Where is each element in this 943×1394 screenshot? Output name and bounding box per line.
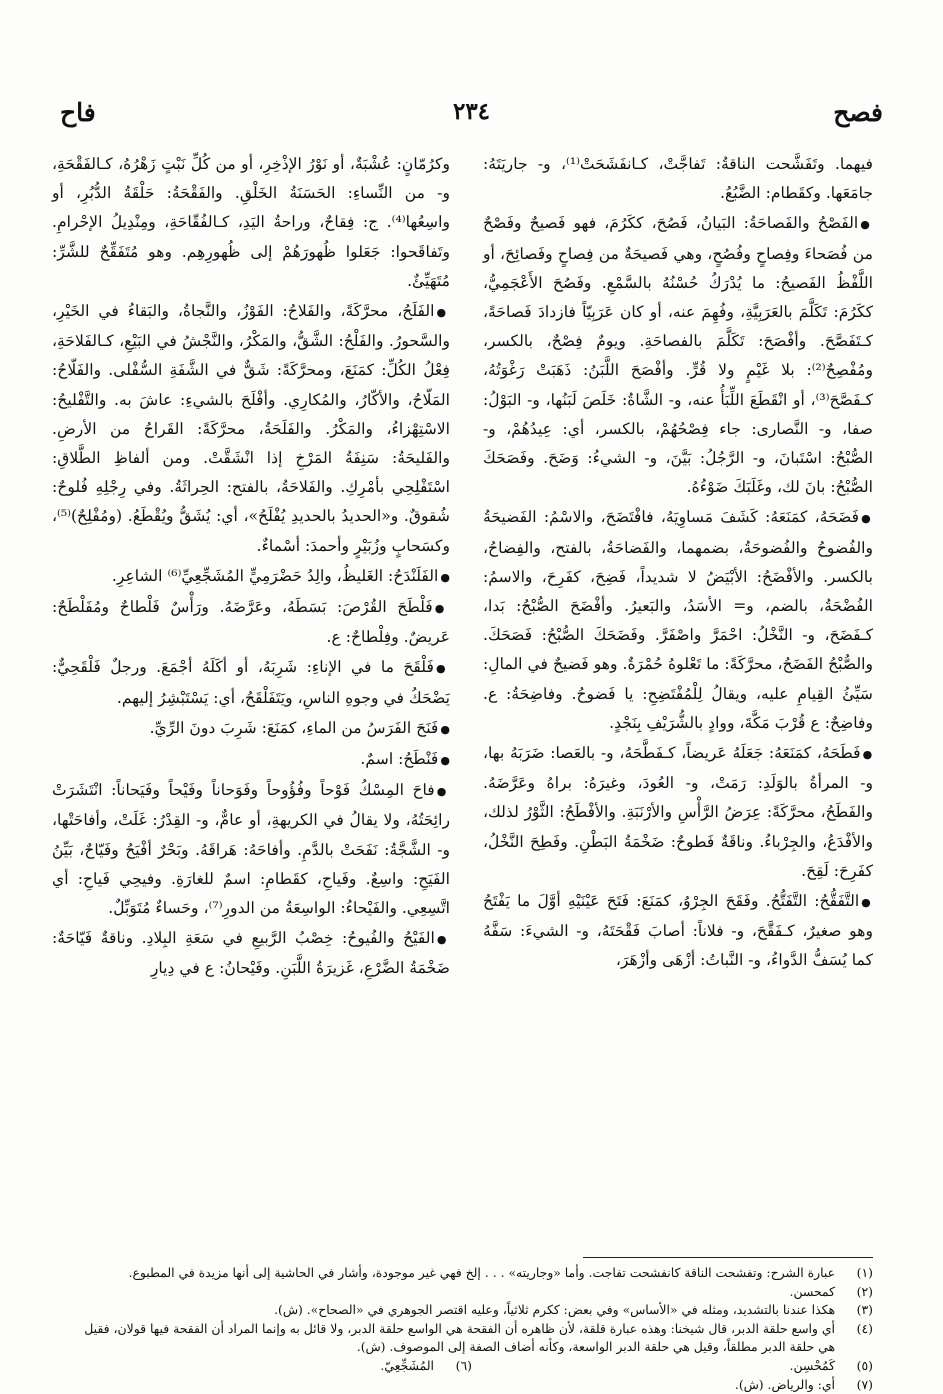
page-number: ٢٣٤	[452, 98, 491, 125]
entry-paragraph: وكرُمّانٍ: عُشْبَةٌ، أو نَوْرُ الإذْخِرِ، أو من كُلِّ نَبْتٍ زَهْرُهُ، كـالفَقْحَةِ، و- من النِّساءِ: الحَسَنَةُ الخَلْقِ. والفَقْحَةُ: حَلْقَةُ الدُّبُرِ، أو واسِعُها⁽⁴⁾. ج: فِقاحٌ، وراحةُ اليَدِ، كـالفُقّاحَةِ، ومِنْدِيلُ الإحْرامِ. وتَفاقَحوا: جَعَلوا ظُهورَهُمْ إلى ظُهورِهِم. وهو مُتَفَقِّحٌ للشَّرِّ: مُتَهَيِّئٌ.	[52, 155, 450, 290]
right-column	[483, 150, 873, 977]
footnote-text: هكذا عندنا بالتشديد، ومثله في «الأساس» وفي بعض: ككرم ثلاثياً، وعليه اقتصر الجوهري في «الصحاح». (ش).	[274, 1302, 835, 1318]
entry-paragraph: ● الفَلَنْدَحُ: الغَليظُ، والِدُ حَضْرَمِيٍّ المُشَجِّعِيِّ⁽⁶⁾ الشاعِرِ.	[52, 562, 450, 592]
header-right-keyword: فصح	[833, 98, 883, 127]
entry-paragraph: فيهما. وتَفَشَّحت الناقةُ: تَفاجَّتْ، كـانفَشَحَتْ⁽¹⁾، و- جاريَتَهُ: جامَعَها. وكقَطام: الضَّبُعُ.	[483, 155, 873, 203]
footnote	[71, 1376, 873, 1394]
footnote-text: كَمُحْسِن.	[789, 1357, 835, 1373]
footnote-number: (٧)	[856, 1376, 873, 1392]
footnote-number: (٢)	[856, 1283, 873, 1299]
footnote-text: أي: والرياض. (ش).	[734, 1376, 835, 1392]
footnote-number: (٣)	[856, 1302, 873, 1318]
footnote	[71, 1301, 873, 1320]
footnote-text: المُشَجِّعِيّ.	[380, 1357, 434, 1373]
entry-paragraph: ● فَلْطَحَ القُرْصَ: بَسَطَهُ، وعَرَّضَهُ. ورَأْسٌ فَلْطاحٌ ومُفَلْطَحٌ: عَريضٌ. وفِلْطاحٌ: ع.	[52, 593, 450, 652]
footnote	[71, 1264, 873, 1283]
footnote-text: كمحسن.	[789, 1283, 835, 1299]
entry-paragraph: ● فَضَحَهُ، كمَنَعَهُ: كَشَفَ مَساوِيَهُ، فافْتَضَحَ، والاسْمُ: الفَضيحَةُ والفُضوحُ والفُضوحَةُ، بضمهما، والفَضاحَةُ، بالفتح، والفِضاحُ، بالكسر. والأفْضَحُ: الأبْيَضُ لا شديداً، فَضِحَ، كفَرِحَ، والاسمُ: الفُضْحَةُ، بالضم، و= الأسَدُ، والبَعيرُ. وأفْضَحَ الصُّبْحُ: بَدا، كـفَضَحَ، و- النَّخْلُ: احْمَرَّ واصْفَرَّ. وفَضَحَكَ الصُّبْحُ: فَصَحَكَ. والصُّبْحُ الفَضَحُ، محرَّكَةً: ما تَعْلوهُ حُمْرَةٌ. وهو فَضيحٌ في المالِ: سَيِّئُ القِيامِ عليه، ويقالُ لِلْمُفْتَضِحِ: يا فَضوحُ. وفاضِحَةُ: ع. وفاضِحٌ: ع قُرْبَ مَكَّةَ، ووادٍ بالشُّرَيْفِ بِنَجْدٍ.	[483, 503, 873, 738]
entry-paragraph: ● الفَصْحُ والفَصاحَةُ: البَيانُ، فَصُحَ، ككَرُمَ، فهو فَصيحٌ وفَصْحٌ من فُصَحاءَ وفِصاحٍ وفُصُحٍ، وهي فَصيحَةٌ من فِصاحٍ وفَصائِحَ، أو اللَّفْظُ الفَصيحُ: ما يُدْرَكُ حُسْنُهُ بالسَّمْعِ. وفَصُحَ الأَعْجَمِيُّ، ككَرُمَ: تَكَلَّمَ بالعَرَبِيَّةِ، وفُهِمَ عنه، أو كان عَرَبِيّاً فازدادَ فَصاحَةً، كـتَفَصَّحَ. وأفْصَحَ: تَكَلَّمَ بالفصاحَةِ. ويومٌ فِصْحٌ، بالكسر، ومُفْصِحٌ⁽²⁾: بلا غَيْمٍ ولا قُرٍّ. وأفْصَحَ اللَّبَنُ: ذَهَبَتْ رَغْوَتُهُ، كـفَصَّحَ⁽³⁾، أو انْقَطَعَ اللِّبَأُ عنه، و- الشَّاةُ: خَلَصَ لَبَنُها، و- البَوْلُ: صفا، و- النَّصارى: جاء فِصْحُهُمْ، بالكسر، أي: عِيدُهُمْ، و- الصُّبْحُ: اسْتَبانَ، و- الرَّجُلُ: بَيَّنَ، و- الشيءُ: وَضَحَ. وفَصَحَكَ الصُّبْحُ: بانَ لك، وغَلَبَكَ ضَوْءُهُ.	[483, 209, 873, 502]
footnote-text: أي واسع حلقة الدبر، قال شيخنا: وهذه عبارة قلقة، لأن ظاهره أن الفقحة هي الواسع حلقة الدبر، ولا قائل به وإنما المراد أن الفقحة فيها قولان، فقيل هي حلقة الدبر مطلقاً، وقيل هي حلقة الدبر الواسعة، وكأنه أضاف الصفة إلى الموصوف. (ش).	[84, 1320, 835, 1355]
entry-paragraph: ● فَلْقَحَ ما في الإناءِ: شَرِبَهُ، أو أكَلَهُ أجْمَعَ. ورجلٌ فَلْقَحِيٌّ: يَضْحَكُ في وجوهِ الناسِ، ويَتَفَلْقَحُ، أي: يَسْتَبْشِرُ إليهم.	[52, 653, 450, 712]
entry-paragraph: ● فَنْطَحُ: اسمٌ.	[52, 745, 450, 775]
footnote	[71, 1357, 873, 1376]
footnote-number: (٥)	[856, 1357, 873, 1373]
footnotes	[71, 1264, 873, 1394]
entry-paragraph: ● الفَيْحُ والفُيوحُ: خِصْبُ الرَّبيعِ في سَعَةِ البِلادِ. وناقةٌ فَيّاحَةٌ: ضَخْمَةُ الضَّرْعِ، غَزيرَةُ اللَّبَنِ. وفَيْحانُ: ع في دِيارِ	[52, 924, 450, 983]
footnote-number: (٦)	[455, 1357, 472, 1373]
entry-paragraph: ● التَّفَقُّحُ: التَّفَتُّحُ. وفَقَحَ الجِرْوُ، كمَنَعَ: فَتَحَ عَيْنَيْهِ أوَّلَ ما يَفْتَحُ وهو صغيرٌ، كـفَقَّحَ، و- فلاناً: أصابَ فَقْحَتَهُ، و- الشيءَ: سَفَّهُ كما يُسَفُّ الدَّواءُ، و- النَّباتُ: أزْهَى وأزْهَرَ،	[483, 887, 873, 976]
entry-paragraph: ● فَطَحَهُ، كمَنَعَهُ: جَعَلَهُ عَريضاً، كـفَطَّحَهُ، و- بالعَصا: ضَرَبَهُ بها، و- المرأةُ بالوَلَدِ: رَمَتْ، و- العُودَ، وغيرَهُ: براهُ وعَرَّضَهُ. والفَطَحُ، محرَّكَةً: عِرَضُ الرَّأْسِ والأرْنَبَةِ. والأفْطَحُ: الثَّوْرُ لذلك، والأفْدَعُ، والجِرْباءُ. وناقَةٌ فَطوحٌ: ضَخْمَةُ البَطْنِ. وفَطِحَ النَّخْلُ، كفَرِحَ: لَقِحَ.	[483, 739, 873, 886]
footnote-divider	[583, 1257, 873, 1258]
entry-paragraph: ● فاحَ المِسْكُ فَوْحاً وفُؤُوحاً وفَوَحاناً وفَيْحاً وفَيَحاناً: انْتَشَرَتْ رائِحَتُهُ، ولا يقالُ في الكريهةِ، أو عامٌّ، و- القِدْرُ: غَلَتْ، وأفاحَتْها، و- الشَّجَّةُ: نَفَحَتْ بالدَّمِ. وأفاحَهُ: هَراقَهُ. وبَحْرٌ أفْيَحُ وفَيّاحٌ، بَيِّنُ الفَيَحِ: واسِعٌ. وفَياحِ، كقَطامِ: اسمٌ للغارَةِ. وفيحِي فَياحِ: أي اتَّسِعِي. والفَيْحاءُ: الواسِعَةُ من الدورِ⁽⁷⁾، وحَساءٌ مُتَوَبِّلٌ.	[52, 776, 450, 923]
page-header	[60, 98, 883, 138]
entry-paragraph: ● الفَلَحُ، محرَّكَةً، والفَلاحُ: الفَوْزُ، والنَّجاةُ، والبَقاءُ في الخَيْرِ، والسَّحورُ. والفَلْحُ: الشَّقُّ، والمَكْرُ، والنَّجْشُ في البَيْعِ، كـالفَلاحَةِ، فِعْلُ الكُلِّ: كمَنَعَ، ومحرَّكَةً: شَقٌّ في الشَّفَةِ السُّفْلى. والفَلّاحُ: المَلّاحُ، والأكّارُ، والمُكارِي. وأفْلَحَ بالشيءِ: عاشَ به. والتَّفْليحُ: الاسْتِهْزاءُ، والمَكْرُ. والفَلَحَةُ، محرَّكَةً: القَراحُ من الأرضِ. والفَليحَةُ: سَنِفَةُ المَرْخِ إذا انْشَقَّتْ. ومن ألفاظِ الطَّلاقِ: اسْتَفْلِحِي بأمْرِكِ. والفَلاحَةُ، بالفتح: الحِراثَةُ. وفي رِجْلِهِ فُلوحٌ: شُقوقٌ. و«الحديدُ بالحديدِ يُفْلَحُ»، أي: يُشَقُّ ويُقْطَعُ. (ومُفْلِحٌ)⁽⁵⁾، وكسَحابٍ وزُبَيْرٍ وأحمدَ: أسْماءٌ.	[52, 297, 450, 561]
footnote-number: (٤)	[856, 1320, 873, 1336]
entry-paragraph: ● فَنَحَ الفَرَسُ من الماءِ، كمَنَعَ: شَرِبَ دونَ الرِّيِّ.	[52, 714, 450, 744]
footnote	[71, 1320, 873, 1357]
footnote-number: (١)	[856, 1265, 873, 1280]
footnote-text: عبارة الشرح: وتفشحت الناقة كانفشحت تفاجت. وأما «وجاريته» . . . إلخ فهي غير موجودة، وأشار في الحاشية إلى أنها مزيدة في المطبوع.	[128, 1265, 835, 1280]
left-column	[52, 150, 450, 985]
header-left-keyword: فاح	[60, 98, 96, 127]
footnote	[71, 1283, 873, 1302]
